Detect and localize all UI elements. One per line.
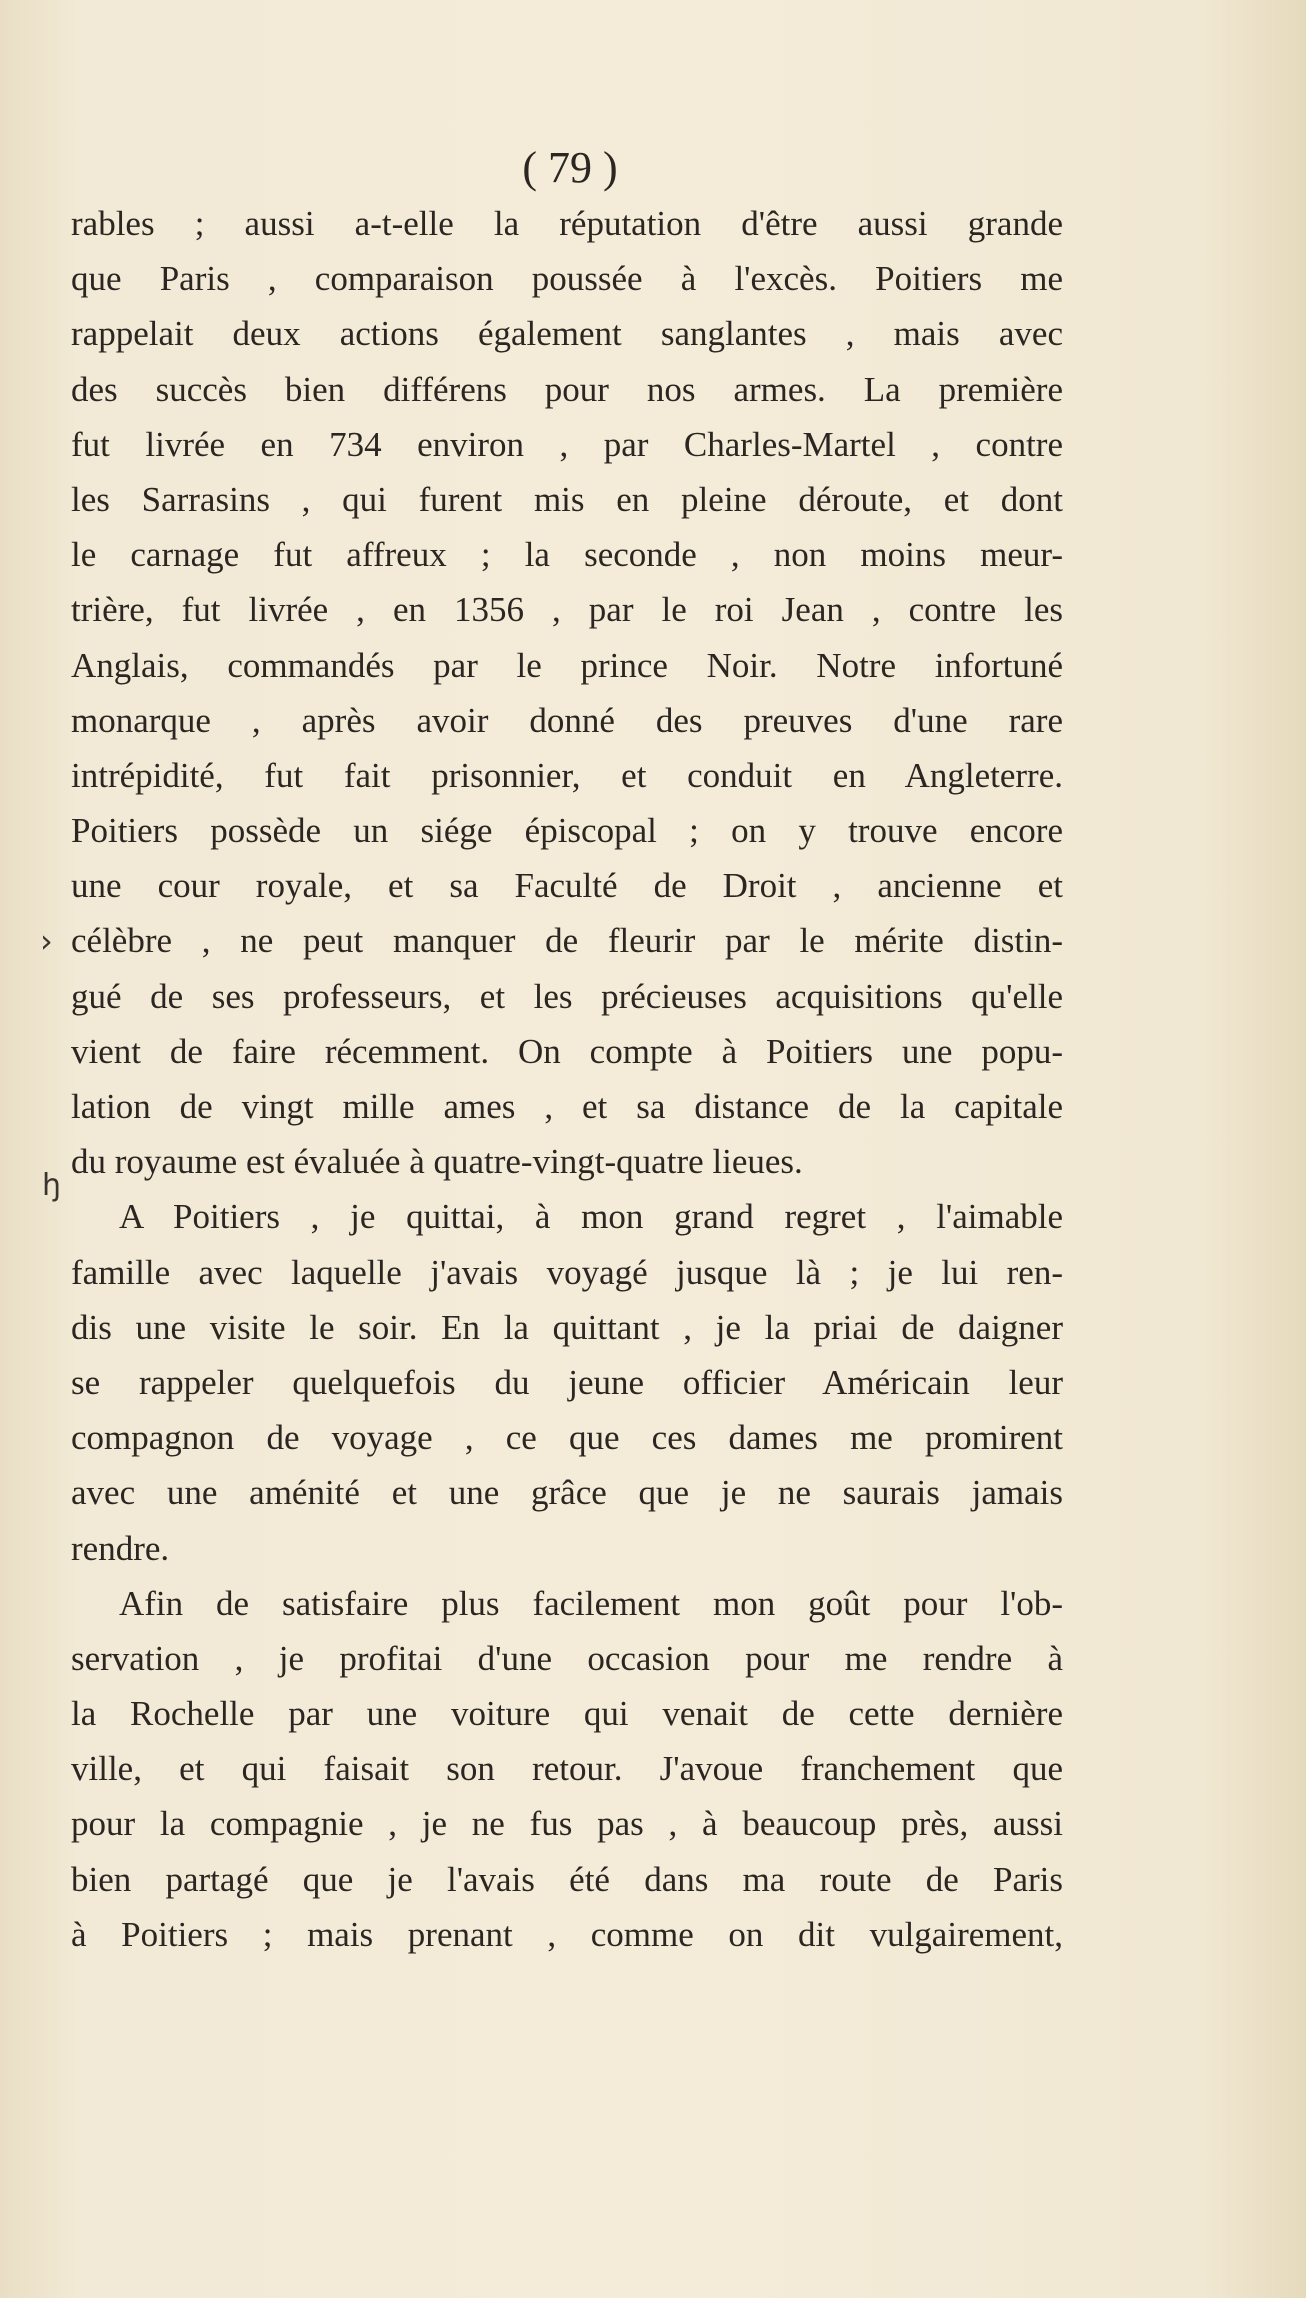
text-line: se rappeler quelquefois du jeune officier Américain leur (71, 1362, 1063, 1402)
text-line: ville, et qui faisait son retour. J'avoue franchement que (71, 1749, 1063, 1789)
text-line: fut livrée en 734 environ , par Charles-Martel , contre (71, 424, 1063, 464)
text-line: que Paris , comparaison poussée à l'excès. Poitiers me (71, 259, 1063, 299)
text-line: bien partagé que je l'avais été dans ma route de Paris (71, 1859, 1063, 1899)
text-line: famille avec laquelle j'avais voyagé jusque là ; je lui ren- (71, 1252, 1063, 1292)
text-line: trière, fut livrée , en 1356 , par le roi Jean , contre les (71, 590, 1063, 630)
text-line: vient de faire récemment. On compte à Poitiers une popu- (71, 1031, 1063, 1071)
text-line: rendre. (71, 1528, 170, 1568)
text-line: rappelait deux actions également sanglantes , mais avec (71, 314, 1063, 354)
text-line: des succès bien différens pour nos armes. La première (71, 369, 1063, 409)
text-line: pour la compagnie , je ne fus pas , à beaucoup près, aussi (71, 1804, 1063, 1844)
text-line: avec une aménité et une grâce que je ne saurais jamais (71, 1473, 1063, 1513)
text-line: A Poitiers , je quittai, à mon grand regret , l'aimable (119, 1197, 1063, 1237)
margin-mark-arrow: › (40, 922, 53, 960)
text-line: lation de vingt mille ames , et sa distance de la capitale (71, 1087, 1063, 1126)
text-line: les Sarrasins , qui furent mis en pleine déroute, et dont (71, 479, 1063, 519)
text-line: Poitiers possède un siége épiscopal ; on y trouve encore (71, 811, 1063, 851)
text-line: compagnon de voyage , ce que ces dames me promirent (71, 1418, 1063, 1458)
text-line: le carnage fut affreux ; la seconde , non moins meur- (71, 535, 1063, 575)
text-line: la Rochelle par une voiture qui venait de cette dernière (71, 1694, 1063, 1734)
text-line: à Poitiers ; mais prenant , comme on dit vulgairement, (71, 1914, 1063, 1954)
text-line: rables ; aussi a-t-elle la réputation d'être aussi grande (71, 204, 1063, 243)
body-text (71, 196, 1063, 1962)
text-line: intrépidité, fut fait prisonnier, et conduit en Angleterre. (71, 755, 1063, 795)
text-line: gué de ses professeurs, et les précieuses acquisitions qu'elle (71, 976, 1063, 1016)
text-line: célèbre , ne peut manquer de fleurir par le mérite distin- (71, 921, 1063, 961)
text-line: une cour royale, et sa Faculté de Droit , ancienne et (71, 866, 1063, 906)
text-line: du royaume est évaluée à quatre-vingt-quatre lieues. (71, 1142, 803, 1182)
text-line: servation , je profitai d'une occasion pour me rendre à (71, 1638, 1063, 1678)
page-number: ( 79 ) (522, 143, 618, 192)
margin-mark-hook: ꜧ (42, 1168, 62, 1203)
text-line: dis une visite le soir. En la quittant , je la priai de daigner (71, 1307, 1063, 1347)
text-line: monarque , après avoir donné des preuves d'une rare (71, 700, 1063, 740)
text-line: Anglais, commandés par le prince Noir. Notre infortuné (71, 645, 1063, 685)
text-line: Afin de satisfaire plus facilement mon goût pour l'ob- (119, 1583, 1063, 1623)
